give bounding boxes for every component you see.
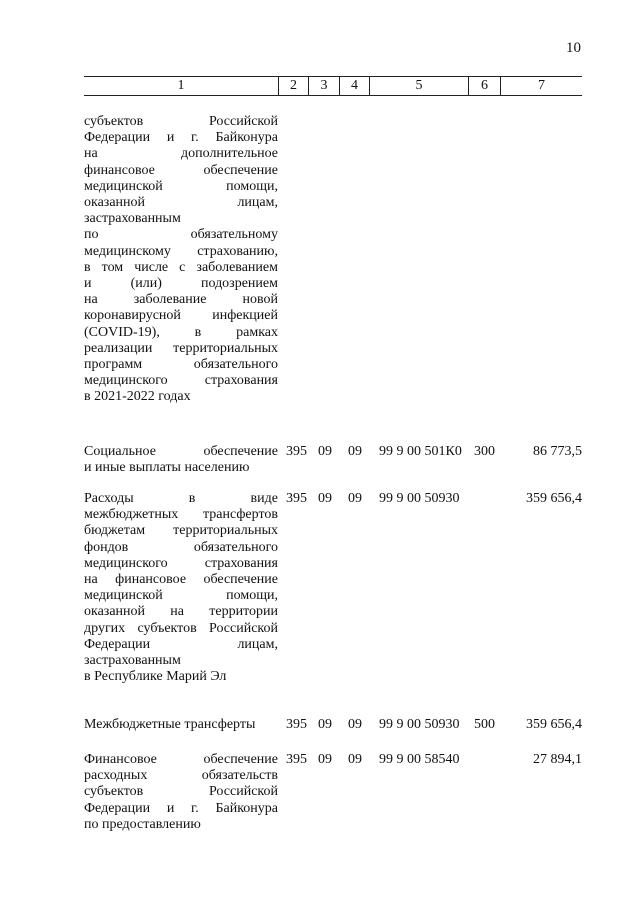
row-name-line: бюджетам территориальных	[84, 523, 278, 539]
row-name-line: по предоставлению	[84, 816, 201, 832]
row-name-line: коронавирусной инфекцией	[84, 308, 278, 324]
row-name-line: медицинского страхования	[84, 555, 278, 571]
header-col-7: 7	[500, 77, 582, 95]
row-name-line: медицинского страхования	[84, 373, 278, 389]
row-name-line: Федерации лицам,	[84, 636, 278, 652]
row-name-line: медицинской помощи,	[84, 588, 278, 604]
row-name-line: реализации территориальных	[84, 340, 278, 356]
row-name-line: на заболевание новой	[84, 292, 278, 308]
row-subsection: 09	[348, 491, 362, 506]
row-name-line: Социальное обеспечение	[84, 444, 278, 459]
row-code-ministry: 395	[286, 444, 307, 459]
row-name-line: Финансовое обеспечение	[84, 752, 278, 767]
row-name-line: (COVID-19), в рамках	[84, 324, 278, 340]
table-header	[84, 76, 582, 96]
row-name-line: застрахованным	[84, 211, 181, 227]
row-name	[84, 444, 278, 476]
row-name-line: в том числе с заболеванием	[84, 259, 278, 275]
row-name-line: Федерации и г. Байконура	[84, 130, 278, 146]
row-target-article: 99 9 00 501К0	[379, 444, 462, 459]
row-amount: 359 656,4	[526, 717, 582, 732]
row-name-line: субъектов Российской	[84, 114, 278, 129]
header-col-3: 3	[308, 77, 339, 95]
row-expense-type: 500	[474, 717, 495, 732]
row-subsection: 09	[348, 752, 362, 767]
row-target-article: 99 9 00 58540	[379, 752, 460, 767]
row-name-line: на дополнительное	[84, 146, 278, 162]
header-col-2: 2	[278, 77, 308, 95]
row-target-article: 99 9 00 50930	[379, 717, 460, 732]
row-section: 09	[318, 491, 332, 506]
row-name-line: медицинскому страхованию,	[84, 243, 278, 259]
row-subsection: 09	[348, 444, 362, 459]
row-name-line: медицинской помощи,	[84, 178, 278, 194]
page-number: 10	[566, 40, 581, 56]
header-col-1: 1	[177, 78, 185, 93]
row-name-line: на финансовое обеспечение	[84, 572, 278, 588]
row-amount: 86 773,5	[533, 444, 582, 459]
row-name-line: субъектов Российской	[84, 784, 278, 800]
row-name	[84, 717, 278, 733]
row-name-line: Межбюджетные трансферты	[84, 717, 256, 732]
row-expense-type: 300	[474, 444, 495, 459]
row-code-ministry: 395	[286, 752, 307, 767]
header-col-4: 4	[339, 77, 369, 95]
row-name-line: и (или) подозрением	[84, 276, 278, 292]
row-section: 09	[318, 752, 332, 767]
row-name-line: Федерации и г. Байконура	[84, 800, 278, 816]
row-name-line: фондов обязательного	[84, 539, 278, 555]
row-code-ministry: 395	[286, 491, 307, 506]
row-name-line: других субъектов Российской	[84, 620, 278, 636]
row-name	[84, 491, 278, 685]
row-target-article: 99 9 00 50930	[379, 491, 460, 506]
header-col-5: 5	[369, 77, 468, 95]
row-name-line: в Республике Марий Эл	[84, 669, 227, 685]
row-name-line: финансовое обеспечение	[84, 162, 278, 178]
row-name-line: Расходы в виде	[84, 491, 278, 506]
row-name-line: межбюджетных трансфертов	[84, 507, 278, 523]
header-col-6: 6	[468, 77, 500, 95]
row-name-line: в 2021-2022 годах	[84, 389, 191, 405]
row-name-line: программ обязательного	[84, 357, 278, 373]
row-amount: 27 894,1	[533, 752, 582, 767]
row-name	[84, 752, 278, 833]
row-name-line: оказанной лицам,	[84, 195, 278, 211]
row-amount: 359 656,4	[526, 491, 582, 506]
row-name-line: застрахованным	[84, 653, 181, 669]
row-section: 09	[318, 717, 332, 732]
row-section: 09	[318, 444, 332, 459]
row-name-line: и иные выплаты населению	[84, 460, 250, 476]
row-name	[84, 114, 278, 406]
row-name-line: оказанной на территории	[84, 604, 278, 620]
row-name-line: по обязательному	[84, 227, 278, 243]
row-name-line: расходных обязательств	[84, 768, 278, 784]
row-code-ministry: 395	[286, 717, 307, 732]
row-subsection: 09	[348, 717, 362, 732]
